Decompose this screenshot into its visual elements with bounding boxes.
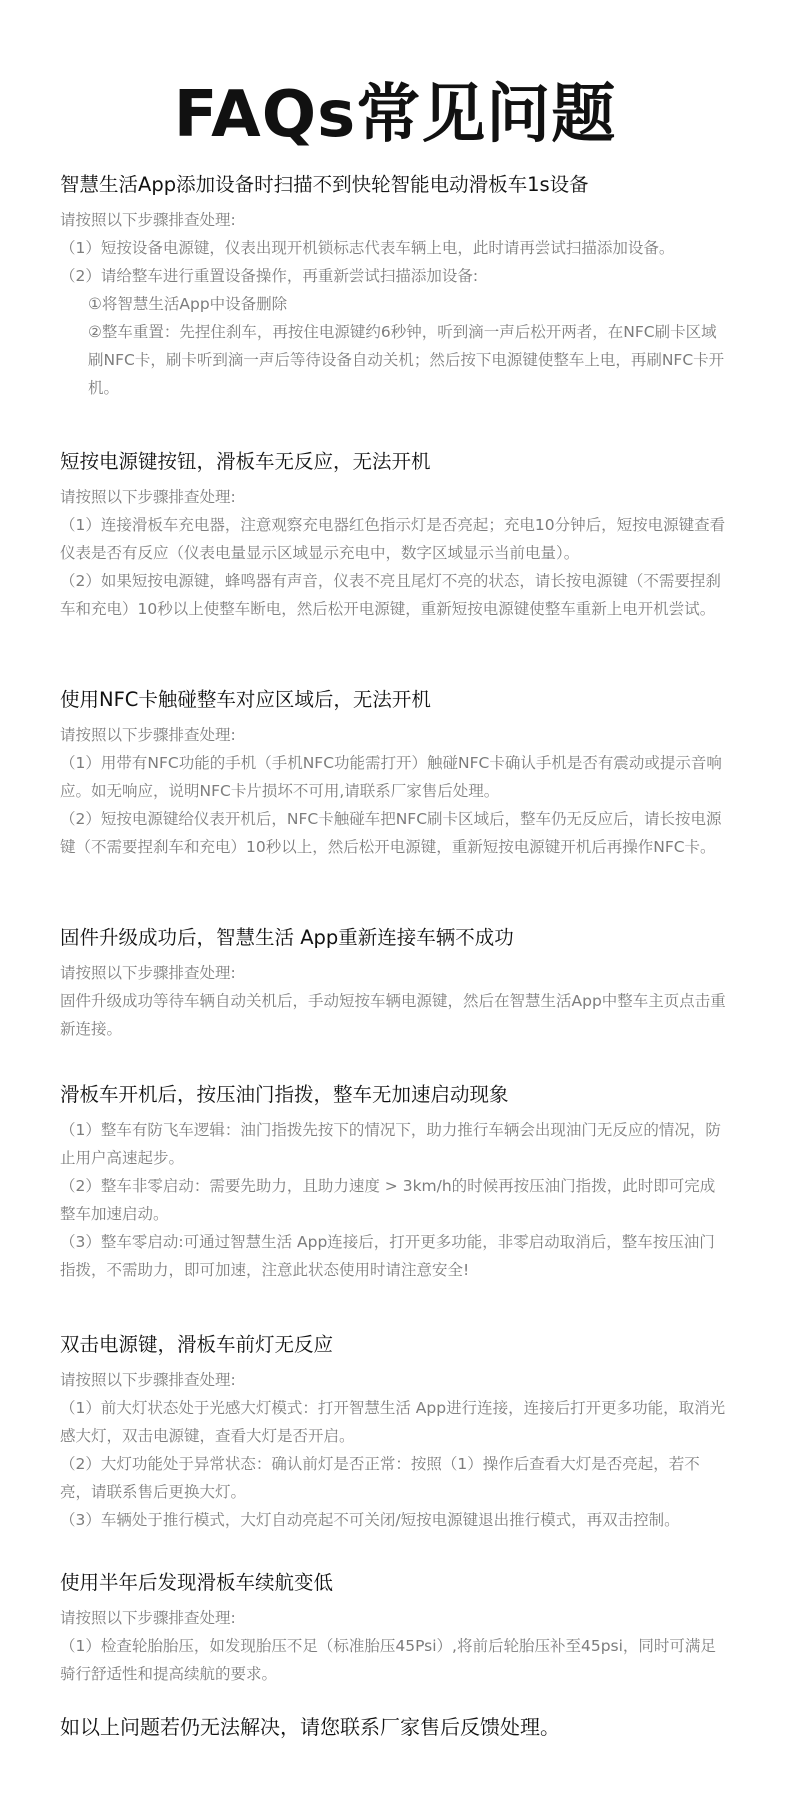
faq-line: （2）如果短按电源键，蜂鸣器有声音，仪表不亮且尾灯不亮的状态，请长按电源键（不需要捏刹车和充电）10秒以上使整车断电，然后松开电源键，重新短按电源键使整车重新上电开机尝试。 <box>60 572 721 618</box>
faq-line: （3）整车零启动:可通过智慧生活 App连接后，打开更多功能，非零启动取消后，整车按压油门指拨，不需助力，即可加速，注意此状态使用时请注意安全! <box>60 1233 715 1279</box>
faq-line: 请按照以下步骤排查处理: <box>60 1371 236 1389</box>
faq-question: 滑板车开机后，按压油门指拨，整车无加速启动现象 <box>60 1083 509 1106</box>
faq-line: （1）检查轮胎胎压，如发现胎压不足（标准胎压45Psi）,将前后轮胎压补至45psi，同时可满足骑行舒适性和提高续航的要求。 <box>60 1637 716 1683</box>
faq-question: 短按电源键按钮，滑板车无反应，无法开机 <box>60 450 431 473</box>
faq-question: 使用NFC卡触碰整车对应区域后，无法开机 <box>60 688 431 711</box>
faq-line: 请按照以下步骤排查处理: <box>60 964 236 982</box>
faq-line: （1）前大灯状态处于光感大灯模式：打开智慧生活 App进行连接，连接后打开更多功能，取消光感大灯，双击电源键，查看大灯是否开启。 <box>60 1399 726 1445</box>
faq-question: 双击电源键，滑板车前灯无反应 <box>60 1333 334 1356</box>
faq-line: （2）大灯功能处于异常状态：确认前灯是否正常：按照（1）操作后查看大灯是否亮起，若不亮，请联系售后更换大灯。 <box>60 1455 700 1501</box>
footer-note: 如以上问题若仍无法解决，请您联系厂家售后反馈处理。 <box>60 1715 560 1739</box>
page-title: FAQs常见问题 <box>173 78 617 152</box>
faq-line: ②整车重置：先捏住刹车，再按住电源键约6秒钟，听到滴一声后松开两者，在NFC刷卡区域刷NFC卡，刷卡听到滴一声后等待设备自动关机；然后按下电源键使整车上电，再刷NFC卡开机。 <box>88 323 725 397</box>
faq-section-7 <box>60 1568 730 1688</box>
faq-question: 智慧生活App添加设备时扫描不到快轮智能电动滑板车1s设备 <box>60 173 589 196</box>
faq-line: 请按照以下步骤排查处理: <box>60 488 236 506</box>
faq-line: ①将智慧生活App中设备删除 <box>88 295 288 313</box>
faq-line: （1）整车有防飞车逻辑：油门指拨先按下的情况下，助力推行车辆会出现油门无反应的情况，防止用户高速起步。 <box>60 1121 721 1167</box>
faq-line: 请按照以下步骤排查处理: <box>60 211 236 229</box>
faq-line: （3）车辆处于推行模式，大灯自动亮起不可关闭/短按电源键退出推行模式，再双击控制。 <box>60 1511 680 1529</box>
faq-section-4 <box>60 923 730 1043</box>
faq-section-3 <box>60 685 730 861</box>
faq-section-2 <box>60 447 730 623</box>
faq-section-1 <box>60 170 730 402</box>
faq-line: （1）连接滑板车充电器，注意观察充电器红色指示灯是否亮起；充电10分钟后，短按电源键查看仪表是否有反应（仪表电量显示区域显示充电中，数字区域显示当前电量）。 <box>60 516 726 562</box>
faq-line: （1）用带有NFC功能的手机（手机NFC功能需打开）触碰NFC卡确认手机是否有震动或提示音响应。如无响应，说明NFC卡片损坏不可用,请联系厂家售后处理。 <box>60 754 722 800</box>
faq-line: 请按照以下步骤排查处理: <box>60 1609 236 1627</box>
faq-line: 请按照以下步骤排查处理: <box>60 726 236 744</box>
faq-line: （1）短按设备电源键，仪表出现开机锁标志代表车辆上电，此时请再尝试扫描添加设备。 <box>60 239 675 257</box>
faq-line: 固件升级成功等待车辆自动关机后，手动短按车辆电源键，然后在智慧生活App中整车主页点击重新连接。 <box>60 992 726 1038</box>
faq-question: 固件升级成功后，智慧生活 App重新连接车辆不成功 <box>60 926 514 949</box>
faq-line: （2）整车非零启动：需要先助力，且助力速度 > 3km/h的时候再按压油门指拨，此时即可完成整车加速启动。 <box>60 1177 716 1223</box>
faq-section-5 <box>60 1080 730 1284</box>
faq-line: （2）短按电源键给仪表开机后，NFC卡触碰车把NFC刷卡区域后，整车仍无反应后，请长按电源键（不需要捏刹车和充电）10秒以上，然后松开电源键，重新短按电源键开机后再操作NFC卡。 <box>60 810 722 856</box>
faq-line: （2）请给整车进行重置设备操作，再重新尝试扫描添加设备: <box>60 267 479 285</box>
faq-section-6 <box>60 1330 730 1534</box>
faq-question: 使用半年后发现滑板车续航变低 <box>60 1571 334 1594</box>
